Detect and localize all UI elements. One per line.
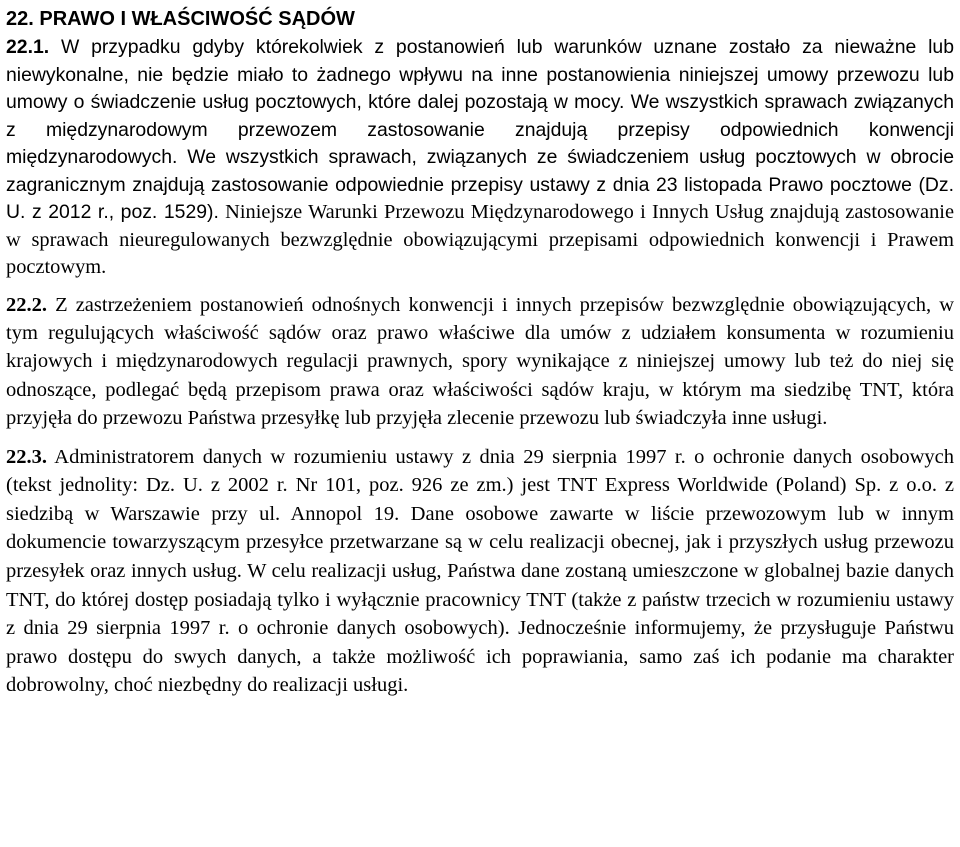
paragraph-text: Administratorem danych w rozumieniu ustawy z dnia 29 sierpnia 1997 r. o ochronie danych osobowych (tekst jednolity: Dz. U. z 2002 r. Nr 101, poz. 926 ze zm.) jest TNT Express Worldwide (Poland) Sp. z o.o. z siedzibą w Warszawie przy ul. Annopol 19. Dane osobowe zawarte w liście przewozowym lub w innym dokumencie towarzyszącym przesyłce przetwarzane są w celu realizacji obecnej, jak i przyszłych usług przewozu przesyłek oraz innych usług. W celu realizacji usług, Państwa dane zostaną umieszczone w globalnej bazie danych TNT, do której dostęp posiadają tylko i wyłącznie pracownicy TNT (także z państw trzecich w rozumieniu ustawy z dnia 29 sierpnia 1997 r. o ochronie danych osobowych). Jednocześnie informujemy, że przysługuje Państwu prawo dostępu do swych danych, a także możliwość ich poprawiania, samo zaś ich podanie ma charakter dobrowolny, choć niezbędny do realizacji usługi. [6, 445, 954, 697]
paragraph-text-serif: Niniejsze Warunki Przewozu Międzynarodowego i Innych Usług znajdują zastosowanie w sprawach nieuregulowanych bezwzględnie obowiązującymi przepisami odpowiednich konwencji i Prawem pocztowym. [6, 201, 954, 278]
paragraph-number: 22.1. [6, 36, 50, 58]
paragraph-text: Z zastrzeżeniem postanowień odnośnych konwencji i innych przepisów bezwzględnie obowiązujących, w tym regulujących właściwość sądów oraz prawo właściwe dla umów z udziałem konsumenta w rozumieniu krajowych i międzynarodowych regulacji prawnych, spory wynikające z niniejszej umowy lub też do niej się odnoszące, podlegać będą przepisom prawa oraz właściwości sądów kraju, w którym ma siedzibę TNT, która przyjęła do przewozu Państwa przesyłkę lub przyjęła zlecenie przewozu lub świadczyła inne usługi. [6, 293, 954, 430]
paragraph-22-3 [6, 443, 954, 700]
section-title: 22. PRAWO I WŁAŚCIWOŚĆ SĄDÓW [6, 8, 355, 30]
paragraph-22-1 [6, 34, 954, 282]
paragraph-text: W przypadku gdyby którekolwiek z postanowień lub warunków uznane zostało za nieważne lub niewykonalne, nie będzie miało to żadnego wpływu na inne postanowienia niniejszej umowy przewozu lub umowy o świadczenie usług pocztowych, które dalej pozostają w mocy. We wszystkich sprawach związanych z międzynarodowym przewozem zastosowanie znajdują przepisy odpowiednich konwencji międzynarodowych. We wszystkich sprawach, związanych ze świadczeniem usług pocztowych w obrocie zagranicznym znajdują zastosowanie odpowiednie przepisy ustawy z dnia 23 listopada Prawo pocztowe (Dz. U. z 2012 r., poz. 1529). [6, 36, 954, 223]
paragraph-number: 22.3. [6, 445, 47, 468]
paragraph-number: 22.2. [6, 293, 47, 316]
paragraph-22-2 [6, 291, 954, 433]
